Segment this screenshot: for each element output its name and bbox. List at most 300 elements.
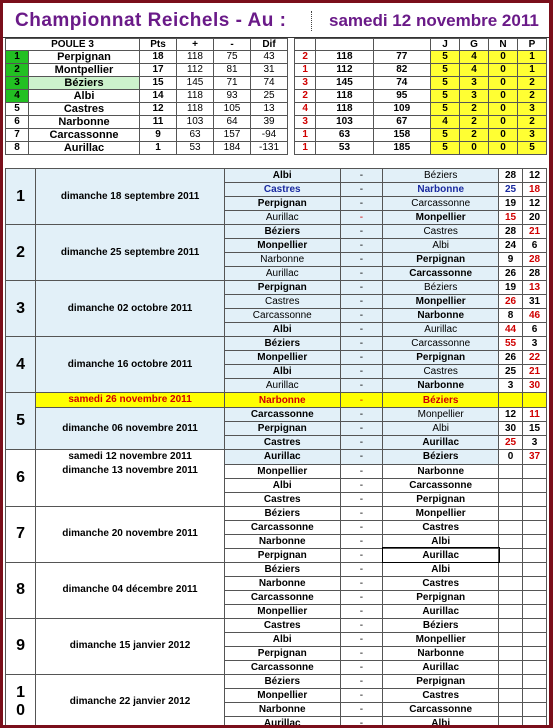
score-home <box>499 604 523 618</box>
home-team: Perpignan <box>224 422 340 436</box>
score-home: 30 <box>499 422 523 436</box>
away-team: Monpellier <box>383 211 499 225</box>
score-away: 20 <box>523 211 547 225</box>
standing-rank: 8 <box>6 142 29 155</box>
score-home: 24 <box>499 239 523 253</box>
match-dash: - <box>340 169 383 183</box>
away-team: Béziers <box>383 618 499 632</box>
score-home <box>499 492 523 506</box>
away-team: Castres <box>383 520 499 534</box>
home-team: Monpellier <box>224 351 340 365</box>
standing-g: 0 <box>460 142 489 155</box>
home-team: Carcassonne <box>224 590 340 604</box>
score-home: 26 <box>499 351 523 365</box>
standings-table <box>5 38 547 155</box>
score-away <box>523 520 547 534</box>
home-team: Carcassonne <box>224 660 340 674</box>
match-dash: - <box>340 548 383 562</box>
score-home: 25 <box>499 183 523 197</box>
home-team: Narbonne <box>224 393 340 408</box>
standing-minus: 71 <box>214 77 251 90</box>
home-team: Perpignan <box>224 646 340 660</box>
match-dash: - <box>340 632 383 646</box>
score-home <box>499 506 523 520</box>
match-dash: - <box>340 422 383 436</box>
round-number: 8 <box>6 562 36 618</box>
score-home: 0 <box>499 450 523 465</box>
away-team: Aurillac <box>383 548 499 562</box>
standing-j: 5 <box>431 90 460 103</box>
match-dash: - <box>340 576 383 590</box>
page-title: Championnat Reichels - Au : <box>15 10 287 31</box>
home-team: Narbonne <box>224 534 340 548</box>
score-away <box>523 478 547 492</box>
away-team: Albi <box>383 422 499 436</box>
home-team: Albi <box>224 365 340 379</box>
score-away <box>523 506 547 520</box>
away-team: Monpellier <box>383 632 499 646</box>
score-away <box>523 604 547 618</box>
gap-cell <box>288 64 295 77</box>
home-team: Carcassonne <box>224 309 340 323</box>
round-date: dimanche 22 janvier 2012 <box>36 674 225 725</box>
standing-dif: -94 <box>251 129 288 142</box>
col-blank-3 <box>373 39 430 51</box>
standing-g: 3 <box>460 90 489 103</box>
match-dash: - <box>340 450 383 465</box>
standing-p: 2 <box>518 90 547 103</box>
home-team: Béziers <box>224 506 340 520</box>
match-row <box>6 281 547 295</box>
home-team: Béziers <box>224 225 340 239</box>
standing-g: 3 <box>460 77 489 90</box>
standings-row <box>6 64 547 77</box>
standing-minus: 75 <box>214 51 251 64</box>
col-plus: + <box>177 39 214 51</box>
round-number: 1 0 <box>6 674 36 725</box>
standing-pts: 1 <box>140 142 177 155</box>
col-pts: Pts <box>140 39 177 51</box>
away-team: Perpignan <box>383 492 499 506</box>
round-date: dimanche 16 octobre 2011 <box>36 337 225 393</box>
score-away: 6 <box>523 323 547 337</box>
standing-total-for: 53 <box>316 142 373 155</box>
standings-row <box>6 129 547 142</box>
gap-cell <box>288 103 295 116</box>
round-date-second: dimanche 13 novembre 2011 <box>36 464 225 506</box>
match-dash: - <box>340 309 383 323</box>
home-team: Perpignan <box>224 548 340 562</box>
standing-total-for: 63 <box>316 129 373 142</box>
standing-j: 5 <box>431 51 460 64</box>
home-team: Monpellier <box>224 604 340 618</box>
standing-g: 4 <box>460 64 489 77</box>
score-away: 30 <box>523 379 547 393</box>
score-home <box>499 393 523 408</box>
round-date: dimanche 18 septembre 2011 <box>36 169 225 225</box>
standing-p: 1 <box>518 51 547 64</box>
standing-j: 5 <box>431 129 460 142</box>
score-home: 26 <box>499 295 523 309</box>
standing-minus: 64 <box>214 116 251 129</box>
away-team: Aurillac <box>383 604 499 618</box>
match-dash: - <box>340 688 383 702</box>
gap-cell <box>288 51 295 64</box>
round-date: dimanche 25 septembre 2011 <box>36 225 225 281</box>
standings-row <box>6 103 547 116</box>
standing-dif: 43 <box>251 51 288 64</box>
home-team: Monpellier <box>224 688 340 702</box>
away-team: Carcassonne <box>383 702 499 716</box>
standing-rank2: 2 <box>295 51 316 64</box>
col-minus: - <box>214 39 251 51</box>
match-dash: - <box>340 239 383 253</box>
match-dash: - <box>340 618 383 632</box>
round-date: dimanche 02 octobre 2011 <box>36 281 225 337</box>
standing-minus: 93 <box>214 90 251 103</box>
away-team: Perpignan <box>383 351 499 365</box>
standing-n: 0 <box>489 77 518 90</box>
score-away <box>523 492 547 506</box>
score-away: 21 <box>523 225 547 239</box>
away-team: Castres <box>383 576 499 590</box>
match-dash: - <box>340 351 383 365</box>
standing-j: 5 <box>431 103 460 116</box>
standing-plus: 118 <box>177 51 214 64</box>
standing-pts: 15 <box>140 77 177 90</box>
standing-minus: 184 <box>214 142 251 155</box>
score-home: 9 <box>499 253 523 267</box>
standing-p: 2 <box>518 77 547 90</box>
score-away <box>523 618 547 632</box>
score-away: 28 <box>523 267 547 281</box>
standing-team: Castres <box>29 103 140 116</box>
standing-rank: 3 <box>6 77 29 90</box>
score-home: 44 <box>499 323 523 337</box>
score-home: 28 <box>499 169 523 183</box>
standing-total-for: 118 <box>316 103 373 116</box>
away-team: Carcassonne <box>383 267 499 281</box>
score-away: 6 <box>523 239 547 253</box>
match-dash: - <box>340 478 383 492</box>
standing-total-against: 67 <box>373 116 430 129</box>
score-away <box>523 464 547 478</box>
home-team: Castres <box>224 295 340 309</box>
away-team: Narbonne <box>383 464 499 478</box>
home-team: Aurillac <box>224 211 340 225</box>
standing-n: 0 <box>489 51 518 64</box>
standing-rank: 1 <box>6 51 29 64</box>
standing-dif: 25 <box>251 90 288 103</box>
standing-pts: 14 <box>140 90 177 103</box>
home-team: Aurillac <box>224 379 340 393</box>
standing-p: 2 <box>518 116 547 129</box>
standing-rank: 7 <box>6 129 29 142</box>
match-dash: - <box>340 267 383 281</box>
match-dash: - <box>340 379 383 393</box>
score-away: 31 <box>523 295 547 309</box>
match-dash: - <box>340 323 383 337</box>
standing-team: Perpignan <box>29 51 140 64</box>
home-team: Carcassonne <box>224 520 340 534</box>
home-team: Monpellier <box>224 239 340 253</box>
round-date: dimanche 15 janvier 2012 <box>36 618 225 674</box>
home-team: Béziers <box>224 337 340 351</box>
score-home: 25 <box>499 436 523 450</box>
match-dash: - <box>340 464 383 478</box>
home-team: Monpellier <box>224 464 340 478</box>
score-away <box>523 548 547 562</box>
standing-plus: 118 <box>177 90 214 103</box>
standing-dif: 13 <box>251 103 288 116</box>
col-j: J <box>431 39 460 51</box>
score-home <box>499 674 523 688</box>
match-row <box>6 674 547 688</box>
home-team: Albi <box>224 632 340 646</box>
home-team: Albi <box>224 169 340 183</box>
match-row <box>6 169 547 183</box>
score-away <box>523 660 547 674</box>
score-away: 12 <box>523 197 547 211</box>
standing-pts: 18 <box>140 51 177 64</box>
match-row <box>6 225 547 239</box>
standing-total-against: 74 <box>373 77 430 90</box>
standing-g: 2 <box>460 103 489 116</box>
away-team: Perpignan <box>383 590 499 604</box>
score-home: 26 <box>499 267 523 281</box>
score-home: 8 <box>499 309 523 323</box>
score-away <box>523 534 547 548</box>
standing-rank2: 1 <box>295 142 316 155</box>
standing-n: 0 <box>489 64 518 77</box>
match-dash: - <box>340 674 383 688</box>
score-away <box>523 590 547 604</box>
standing-dif: 39 <box>251 116 288 129</box>
gap-cell <box>288 142 295 155</box>
round-number: 9 <box>6 618 36 674</box>
match-dash: - <box>340 295 383 309</box>
round-date-first: samedi 12 novembre 2011 <box>36 450 225 465</box>
standing-n: 0 <box>489 103 518 116</box>
standing-p: 3 <box>518 129 547 142</box>
standing-team: Albi <box>29 90 140 103</box>
home-team: Perpignan <box>224 281 340 295</box>
home-team: Perpignan <box>224 197 340 211</box>
away-team: Castres <box>383 688 499 702</box>
match-row <box>6 337 547 351</box>
score-home: 3 <box>499 379 523 393</box>
away-team: Castres <box>383 365 499 379</box>
round-number: 7 <box>6 506 36 562</box>
col-g: G <box>460 39 489 51</box>
score-away: 3 <box>523 436 547 450</box>
away-team: Aurillac <box>383 660 499 674</box>
standing-plus: 118 <box>177 103 214 116</box>
score-home <box>499 688 523 702</box>
score-home: 12 <box>499 408 523 422</box>
match-dash: - <box>340 562 383 576</box>
match-dash: - <box>340 337 383 351</box>
header-divider <box>311 11 312 31</box>
score-away <box>523 702 547 716</box>
standings-row <box>6 51 547 64</box>
standing-dif: 31 <box>251 64 288 77</box>
standings-row <box>6 77 547 90</box>
page-date: samedi 12 novembre 2011 <box>329 11 539 30</box>
away-team: Narbonne <box>383 309 499 323</box>
col-dif: Dif <box>251 39 288 51</box>
score-home <box>499 618 523 632</box>
standing-total-against: 95 <box>373 90 430 103</box>
score-away: 21 <box>523 365 547 379</box>
standing-team: Narbonne <box>29 116 140 129</box>
standing-plus: 53 <box>177 142 214 155</box>
score-home: 19 <box>499 197 523 211</box>
away-team: Aurillac <box>383 323 499 337</box>
away-team: Albi <box>383 534 499 548</box>
away-team: Castres <box>383 225 499 239</box>
home-team: Albi <box>224 323 340 337</box>
standing-plus: 63 <box>177 129 214 142</box>
score-home <box>499 632 523 646</box>
standing-total-against: 77 <box>373 51 430 64</box>
away-team: Narbonne <box>383 379 499 393</box>
match-dash: - <box>340 183 383 197</box>
standings-header-row <box>6 39 547 51</box>
standing-team: Aurillac <box>29 142 140 155</box>
away-team: Monpellier <box>383 295 499 309</box>
standing-rank2: 1 <box>295 129 316 142</box>
standing-n: 0 <box>489 129 518 142</box>
score-home <box>499 464 523 478</box>
score-home: 15 <box>499 211 523 225</box>
home-team: Aurillac <box>224 267 340 281</box>
standing-dif: 74 <box>251 77 288 90</box>
away-team: Albi <box>383 716 499 725</box>
standing-rank2: 4 <box>295 103 316 116</box>
round-date-first: samedi 26 novembre 2011 <box>36 393 225 408</box>
standings-row <box>6 142 547 155</box>
standing-minus: 157 <box>214 129 251 142</box>
away-team: Narbonne <box>383 183 499 197</box>
away-team: Albi <box>383 562 499 576</box>
standings-row <box>6 116 547 129</box>
standing-plus: 103 <box>177 116 214 129</box>
match-row <box>6 408 547 422</box>
away-team: Béziers <box>383 281 499 295</box>
score-away <box>523 562 547 576</box>
standing-g: 4 <box>460 51 489 64</box>
standing-n: 0 <box>489 116 518 129</box>
score-away <box>523 646 547 660</box>
match-dash: - <box>340 646 383 660</box>
match-dash: - <box>340 225 383 239</box>
score-away: 15 <box>523 422 547 436</box>
match-row <box>6 464 547 478</box>
score-home: 25 <box>499 365 523 379</box>
score-home <box>499 716 523 725</box>
standing-total-for: 145 <box>316 77 373 90</box>
round-number: 1 <box>6 169 36 225</box>
away-team: Perpignan <box>383 253 499 267</box>
score-home <box>499 646 523 660</box>
match-dash: - <box>340 660 383 674</box>
match-row <box>6 562 547 576</box>
round-number: 5 <box>6 393 36 450</box>
home-team: Castres <box>224 618 340 632</box>
score-away: 37 <box>523 450 547 465</box>
schedule-table <box>5 168 547 725</box>
standing-plus: 145 <box>177 77 214 90</box>
standing-team: Montpellier <box>29 64 140 77</box>
home-team: Narbonne <box>224 702 340 716</box>
standing-pts: 12 <box>140 103 177 116</box>
match-row <box>6 393 547 408</box>
standing-team: Carcassonne <box>29 129 140 142</box>
match-dash: - <box>340 702 383 716</box>
score-home <box>499 590 523 604</box>
standing-rank: 2 <box>6 64 29 77</box>
home-team: Béziers <box>224 674 340 688</box>
score-away <box>523 393 547 408</box>
sheet <box>3 3 549 725</box>
standing-p: 5 <box>518 142 547 155</box>
home-team: Aurillac <box>224 450 340 465</box>
score-away: 3 <box>523 337 547 351</box>
away-team: Béziers <box>383 169 499 183</box>
home-team: Castres <box>224 436 340 450</box>
round-date-second: dimanche 06 novembre 2011 <box>36 408 225 450</box>
standing-plus: 112 <box>177 64 214 77</box>
standing-j: 4 <box>431 116 460 129</box>
score-away <box>523 688 547 702</box>
standing-minus: 81 <box>214 64 251 77</box>
away-team: Béziers <box>383 393 499 408</box>
standing-total-against: 185 <box>373 142 430 155</box>
score-home: 28 <box>499 225 523 239</box>
gap-cell <box>288 39 295 51</box>
standing-g: 2 <box>460 129 489 142</box>
standing-rank2: 2 <box>295 90 316 103</box>
standing-n: 0 <box>489 90 518 103</box>
gap-cell <box>288 90 295 103</box>
away-team: Monpellier <box>383 506 499 520</box>
standing-minus: 105 <box>214 103 251 116</box>
standing-total-against: 82 <box>373 64 430 77</box>
score-away: 22 <box>523 351 547 365</box>
match-dash: - <box>340 604 383 618</box>
standing-p: 3 <box>518 103 547 116</box>
score-away: 18 <box>523 183 547 197</box>
match-dash: - <box>340 281 383 295</box>
standing-j: 5 <box>431 77 460 90</box>
gap-cell <box>288 77 295 90</box>
match-dash: - <box>340 253 383 267</box>
home-team: Carcassonne <box>224 408 340 422</box>
home-team: Narbonne <box>224 576 340 590</box>
round-date: dimanche 04 décembre 2011 <box>36 562 225 618</box>
away-team: Albi <box>383 239 499 253</box>
standing-j: 5 <box>431 142 460 155</box>
score-home <box>499 702 523 716</box>
away-team: Perpignan <box>383 674 499 688</box>
standing-rank2: 3 <box>295 77 316 90</box>
score-home <box>499 478 523 492</box>
col-blank-2 <box>316 39 373 51</box>
standing-pts: 11 <box>140 116 177 129</box>
gap-cell <box>288 129 295 142</box>
match-dash: - <box>340 408 383 422</box>
